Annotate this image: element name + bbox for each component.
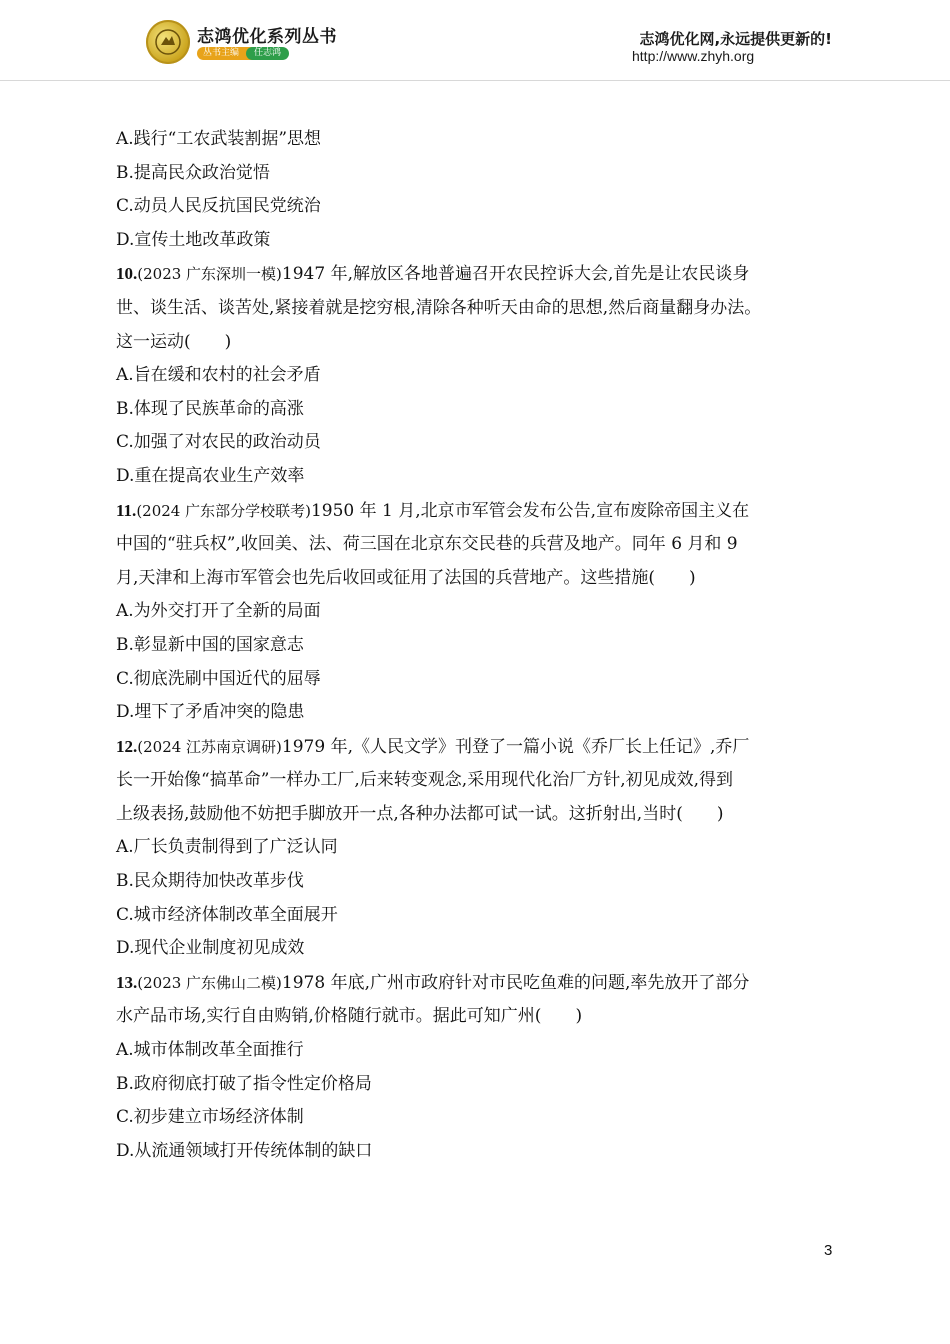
option-a: A.厂长负责制得到了广泛认同 (116, 837, 338, 858)
editor-label: 丛书主编 (197, 47, 277, 60)
question-stem-line (116, 966, 836, 1001)
question-source: (2024 江苏南京调研) (137, 737, 282, 756)
header-divider (0, 80, 950, 81)
option-a: A.城市体制改革全面推行 (116, 1040, 304, 1061)
question-9-options (116, 123, 836, 257)
option-c: C.城市经济体制改革全面展开 (116, 904, 338, 925)
question-source: (2023 广东佛山二模) (137, 973, 282, 992)
option-d: D.埋下了矛盾冲突的隐患 (116, 702, 305, 723)
option-c: C.初步建立市场经济体制 (116, 1107, 304, 1128)
question-number: 11. (116, 500, 137, 520)
question-stem-line (116, 494, 836, 529)
question-stem-line (116, 257, 836, 292)
question-stem-line: 这一运动( ) (116, 331, 232, 352)
question-number: 13. (116, 972, 138, 992)
question-stem-line: 长一开始像“搞革命”一样办工厂,后来转变观念,采用现代化治厂方针,初见成效,得到 (116, 770, 733, 791)
page-header (0, 0, 950, 82)
option-a: A.践行“工农武装割据”思想 (116, 129, 322, 149)
option-d: D.现代企业制度初见成效 (116, 938, 305, 959)
option-a: A.为外交打开了全新的局面 (116, 601, 321, 622)
question-12 (116, 730, 836, 966)
question-number: 10. (116, 264, 138, 284)
question-stem-text: 1950 年 1 月,北京市军管会发布公告,宣布废除帝国主义在 (310, 500, 750, 521)
question-13 (116, 966, 836, 1169)
option-c: C.加强了对农民的政治动员 (116, 432, 321, 453)
question-stem-line: 上级表扬,鼓励他不妨把手脚放开一点,各种办法都可试一试。这折射出,当时( ) (116, 803, 724, 824)
option-d: D.从流通领域打开传统体制的缺口 (116, 1140, 373, 1161)
option-b: B.提高民众政治觉悟 (116, 162, 270, 183)
header-slogan: 志鸿优化网,永远提供更新的! (639, 30, 832, 48)
question-number: 12. (116, 736, 138, 756)
question-stem-text: 1947 年,解放区各地普遍召开农民控诉大会,首先是让农民谈身 (281, 264, 750, 285)
question-11 (116, 494, 836, 730)
option-d: D.宣传土地改革政策 (116, 229, 271, 250)
question-10 (116, 257, 836, 493)
option-b: B.彰显新中国的国家意志 (116, 634, 304, 655)
option-c: C.动员人民反抗国民党统治 (116, 196, 321, 217)
site-url-link[interactable]: http://www.zhyh.org (632, 48, 755, 64)
option-b: B.民众期待加快改革步伐 (116, 871, 304, 892)
option-b: B.政府彻底打破了指令性定价格局 (116, 1073, 372, 1094)
question-stem-line (116, 730, 836, 765)
question-stem-text: 1978 年底,广州市政府针对市民吃鱼难的问题,率先放开了部分 (281, 972, 750, 993)
question-stem-line: 世、谈生活、谈苦处,紧接着就是挖穷根,清除各种听天由命的思想,然后商量翻身办法。 (116, 297, 762, 318)
question-stem-text: 1979 年,《人民文学》刊登了一篇小说《乔厂长上任记》,乔厂 (281, 736, 750, 757)
option-b: B.体现了民族革命的高涨 (116, 398, 304, 419)
zhihong-logo-icon (146, 20, 190, 64)
question-stem-line: 月,天津和上海市军管会也先后收回或征用了法国的兵营地产。这些措施( ) (116, 567, 696, 588)
option-a: A.旨在缓和农村的社会矛盾 (116, 365, 321, 386)
option-c: C.彻底洗刷中国近代的屈辱 (116, 668, 321, 689)
question-source: (2023 广东深圳一模) (137, 265, 282, 284)
option-d: D.重在提高农业生产效率 (116, 465, 305, 486)
editor-name: 任志鸿 (246, 47, 289, 60)
question-content (116, 123, 836, 1168)
question-stem-line: 水产品市场,实行自由购销,价格随行就市。据此可知广州( ) (116, 1006, 583, 1027)
series-title: 志鸿优化系列丛书 (197, 27, 337, 47)
question-source: (2024 广东部分学校联考) (136, 501, 311, 520)
question-stem-line: 中国的“驻兵权”,收回美、法、荷三国在北京东交民巷的兵营及地产。同年 6 月和 9 (116, 534, 738, 555)
page-number: 3 (824, 1242, 833, 1259)
